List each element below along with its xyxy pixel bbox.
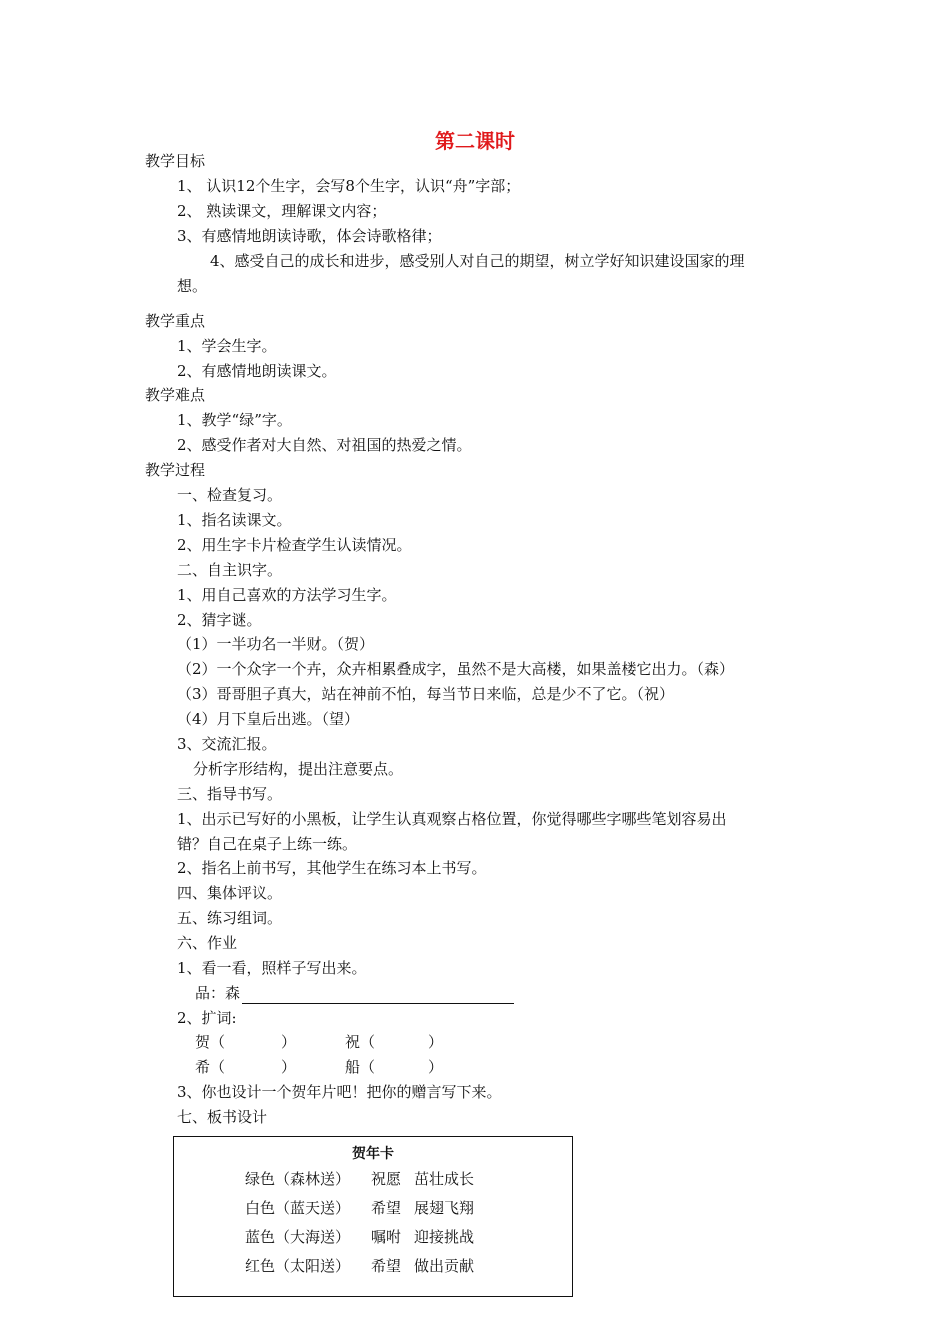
text-line: 1、指名读课文。	[177, 511, 292, 529]
text-line: 3、你也设计一个贺年片吧！把你的赠言写下来。	[177, 1083, 502, 1101]
text-line: 分析字形结构，提出注意要点。	[193, 760, 404, 778]
board-verb: 祝愿	[371, 1170, 402, 1188]
text-line: 二、自主识字。	[177, 561, 283, 579]
text-line: 2、指名上前书写，其他学生在练习本上书写。	[177, 859, 487, 877]
expand-cell: ）	[428, 1033, 444, 1051]
text-line: 1、用自己喜欢的方法学习生字。	[177, 586, 397, 604]
expand-cell: ）	[428, 1058, 444, 1076]
riddle-line: （4）月下皇后出逃。（望）	[177, 710, 360, 728]
page-title: 第二课时	[435, 129, 515, 153]
text-line: 六、作业	[177, 934, 238, 952]
heading-process: 教学过程	[145, 461, 206, 479]
board-wish: 迎接挑战	[414, 1228, 475, 1246]
text-line: 想。	[177, 277, 208, 295]
text-line: 三、指导书写。	[177, 785, 283, 803]
expand-cell: 船（	[345, 1058, 376, 1076]
expand-cell: 祝（	[345, 1033, 376, 1051]
expand-cell: 贺（	[195, 1033, 226, 1051]
text-line: 2、有感情地朗读课文。	[177, 362, 337, 380]
text-line: 1、 认识12个生字，会写8个生字，认识“舟”字部；	[177, 177, 521, 195]
board-design-box	[173, 1136, 573, 1297]
text-line: 3、有感情地朗读诗歌，体会诗歌格律；	[177, 227, 442, 245]
board-color: 绿色（森林送）	[245, 1170, 351, 1188]
answer-blank	[242, 987, 514, 1004]
text-line: 2、感受作者对大自然、对祖国的热爱之情。	[177, 436, 472, 454]
text-line: 2、扩词:	[177, 1009, 237, 1027]
text-line: 3、交流汇报。	[177, 735, 277, 753]
text-line: 2、猜字谜。	[177, 611, 262, 629]
expand-cell: ）	[281, 1058, 297, 1076]
riddle-line: （1）一半功名一半财。（贺）	[177, 635, 375, 653]
heading-key-points: 教学重点	[145, 312, 206, 330]
text-line: 错？自己在桌子上练一练。	[177, 835, 358, 853]
riddle-line: （2）一个众字一个卉，众卉相累叠成字，虽然不是大高楼，如果盖楼它出力。（森）	[177, 660, 735, 678]
text-line: 2、用生字卡片检查学生认读情况。	[177, 536, 412, 554]
text-line: 五、练习组词。	[177, 909, 283, 927]
text-line: 四、集体评议。	[177, 884, 283, 902]
board-color: 红色（太阳送）	[245, 1257, 351, 1275]
board-title: 贺年卡	[352, 1146, 394, 1162]
text-line: 2、 熟读课文，理解课文内容；	[177, 202, 387, 220]
board-verb: 希望	[371, 1257, 402, 1275]
board-wish: 做出贡献	[414, 1257, 475, 1275]
riddle-line: （3）哥哥胆子真大，站在神前不怕，每当节日来临，总是少不了它。（祝）	[177, 685, 675, 703]
text-line: 1、看一看，照样子写出来。	[177, 959, 367, 977]
expand-cell: ）	[281, 1033, 297, 1051]
board-color: 蓝色（大海送）	[245, 1228, 351, 1246]
board-color: 白色（蓝天送）	[245, 1199, 351, 1217]
text-line: 1、教学“绿”字。	[177, 411, 292, 429]
board-wish: 茁壮成长	[414, 1170, 475, 1188]
board-verb: 嘱咐	[371, 1228, 402, 1246]
expand-cell: 希（	[195, 1058, 226, 1076]
text-line: 七、板书设计	[177, 1108, 268, 1126]
board-wish: 展翅飞翔	[414, 1199, 475, 1217]
board-verb: 希望	[371, 1199, 402, 1217]
text-line: 1、出示已写好的小黑板，让学生认真观察占格位置，你觉得哪些字哪些笔划容易出	[177, 810, 727, 828]
example-text: 品：森	[195, 984, 241, 1002]
heading-difficulties: 教学难点	[145, 386, 206, 404]
example-line	[195, 982, 514, 1004]
text-line: 4、感受自己的成长和进步，感受别人对自己的期望，树立学好知识建设国家的理	[210, 252, 745, 270]
text-line: 1、学会生字。	[177, 337, 277, 355]
heading-objectives: 教学目标	[145, 152, 206, 170]
text-line: 一、检查复习。	[177, 486, 283, 504]
